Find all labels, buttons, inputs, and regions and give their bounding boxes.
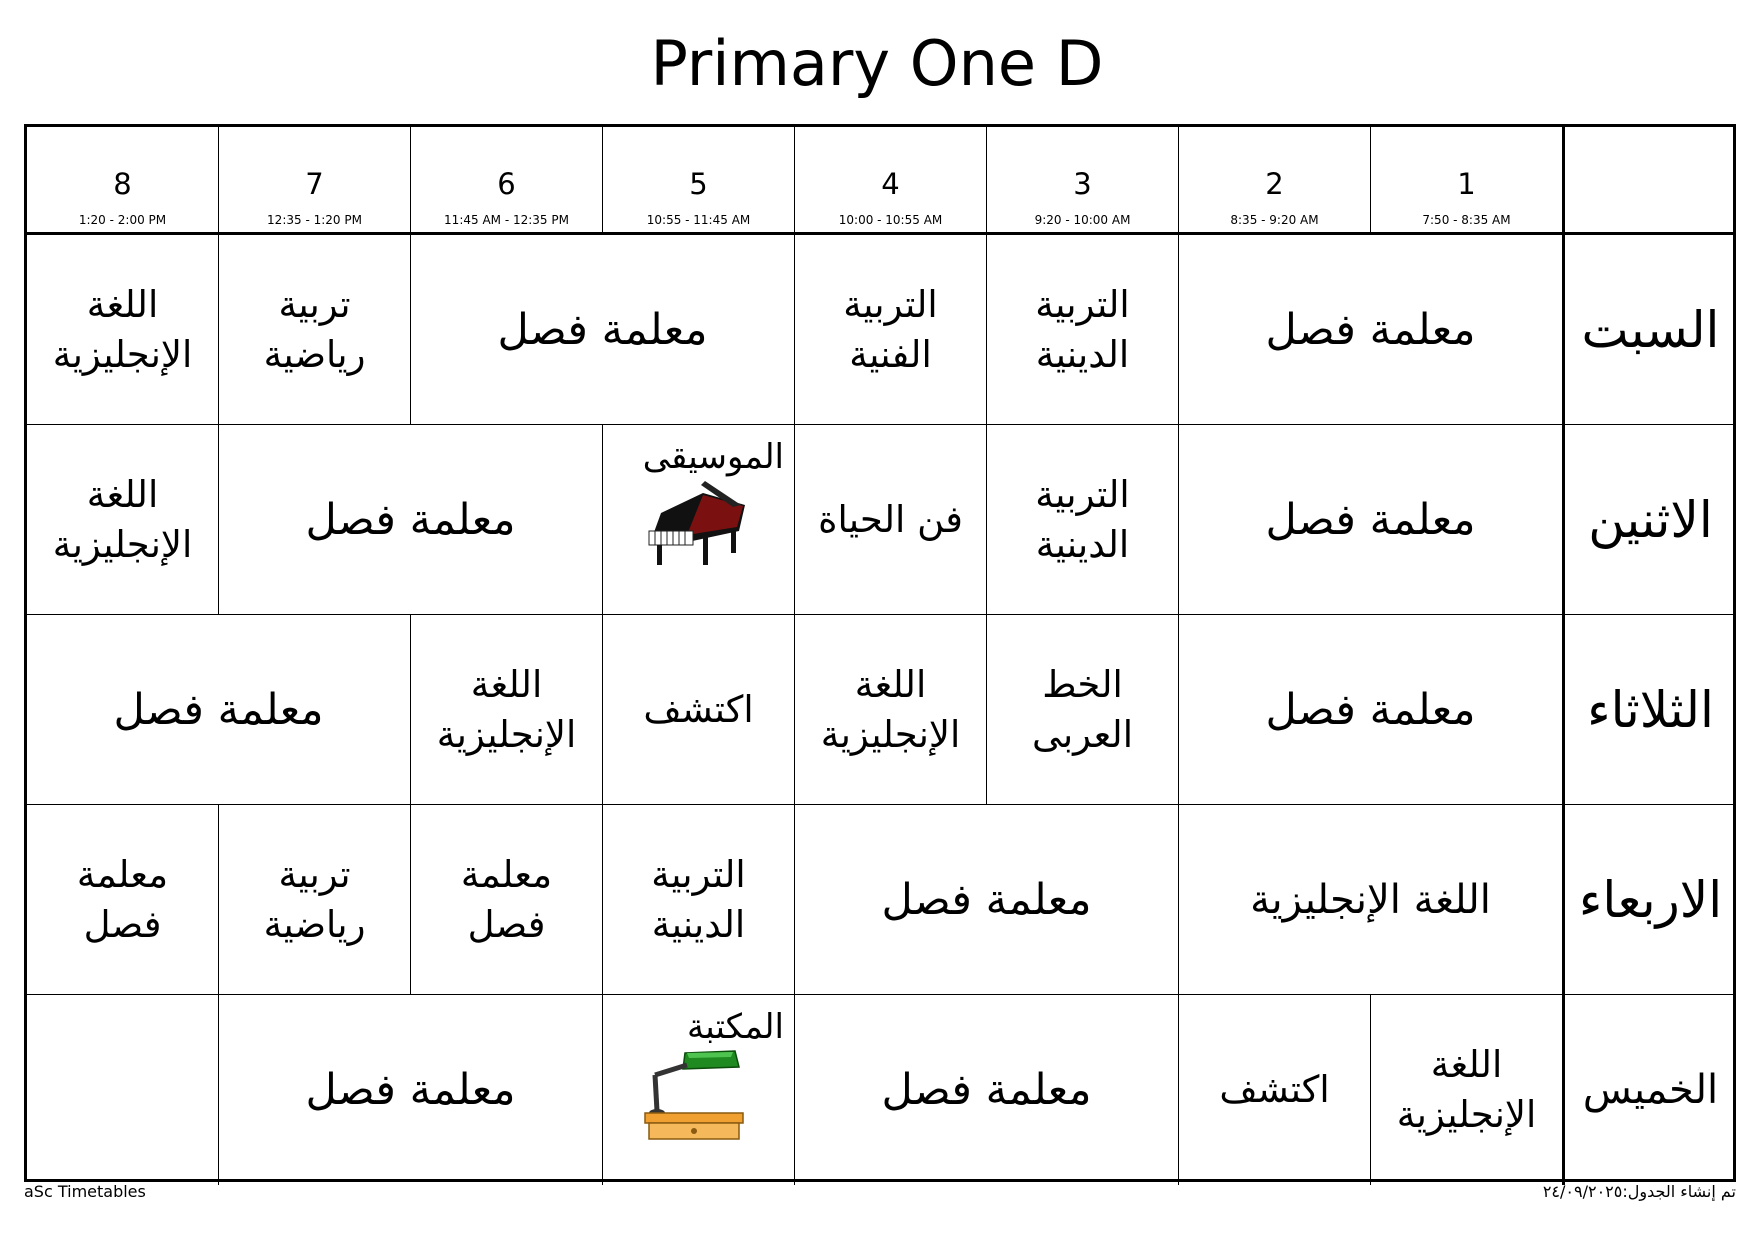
subject-line: رياضية	[263, 902, 366, 946]
lesson-cell: معلمة فصل	[795, 995, 1179, 1185]
period-time: 10:00 - 10:55 AM	[838, 213, 943, 227]
lesson-cell: معلمة فصل	[219, 425, 603, 615]
period-header-2	[1179, 127, 1371, 235]
footer-created-date: تم إنشاء الجدول:٢٤/٠٩/٢٠٢٥	[1542, 1182, 1736, 1201]
subject-line: اللغة	[1430, 1043, 1503, 1086]
subject-label: المكتبة	[687, 1007, 784, 1047]
lesson-cell: معلمة فصل	[1179, 425, 1563, 615]
subject-line: التربية	[1035, 282, 1130, 326]
subject-line: تربية	[278, 282, 351, 326]
period-header-4	[795, 127, 987, 235]
period-number: 6	[497, 167, 516, 201]
lesson-cell: اللغة الإنجليزية	[1179, 805, 1563, 995]
lesson-cell	[987, 615, 1179, 805]
period-header-8	[27, 127, 219, 235]
lesson-cell: معلمة فصل	[411, 805, 603, 995]
period-time: 7:50 - 8:35 AM	[1422, 213, 1511, 227]
lesson-cell: معلمة فصل	[27, 805, 219, 995]
lesson-cell: اكتشف	[603, 615, 795, 805]
lesson-cell: معلمة فصل	[1179, 235, 1563, 425]
empty-cell	[27, 995, 219, 1185]
lesson-cell	[1371, 995, 1563, 1185]
lesson-cell	[987, 425, 1179, 615]
corner-cell	[1563, 127, 1736, 235]
lesson-cell	[219, 235, 411, 425]
subject-line: الدينية	[1035, 332, 1130, 376]
lesson-cell: فن الحياة	[795, 425, 987, 615]
subject-line: اللغة	[854, 662, 927, 706]
day-label-thu: الخميس	[1563, 995, 1736, 1185]
lesson-cell	[987, 235, 1179, 425]
subject-line: اللغة	[470, 662, 543, 706]
subject-line: الخط	[1042, 662, 1123, 706]
period-time: 12:35 - 1:20 PM	[267, 213, 362, 227]
lesson-cell: التربية الفنية	[795, 235, 987, 425]
piano-icon	[643, 475, 753, 575]
period-number: 3	[1073, 167, 1092, 201]
period-header-6	[411, 127, 603, 235]
subject-line: الإنجليزية	[52, 332, 193, 376]
period-header-7	[219, 127, 411, 235]
day-label-sat: السبت	[1563, 235, 1736, 425]
lesson-cell	[603, 805, 795, 995]
subject-line: التربية	[651, 852, 746, 896]
day-label-tue: الثلاثاء	[1563, 615, 1736, 805]
period-number: 7	[305, 167, 324, 201]
day-label-wed: الاربعاء	[1563, 805, 1736, 995]
subject-line: رياضية	[263, 332, 366, 376]
period-number: 8	[113, 167, 132, 201]
desk-lamp-icon	[643, 1045, 753, 1145]
period-number: 5	[689, 167, 708, 201]
period-number: 4	[881, 167, 900, 201]
subject-line: التربية	[1035, 472, 1130, 516]
period-time: 8:35 - 9:20 AM	[1230, 213, 1319, 227]
period-number: 1	[1457, 167, 1476, 201]
period-header-3	[987, 127, 1179, 235]
lesson-cell: اكتشف	[1179, 995, 1371, 1185]
period-time: 1:20 - 2:00 PM	[78, 213, 167, 227]
period-header-5	[603, 127, 795, 235]
lesson-cell	[219, 805, 411, 995]
lesson-cell	[795, 615, 987, 805]
lesson-cell	[27, 235, 219, 425]
subject-line: الإنجليزية	[52, 522, 193, 566]
subject-line: العربى	[1032, 712, 1133, 756]
lesson-cell	[411, 615, 603, 805]
day-label-mon: الاثنين	[1563, 425, 1736, 615]
lesson-cell-library	[603, 995, 795, 1185]
lesson-cell: معلمة فصل	[411, 235, 795, 425]
subject-label: الموسيقى	[642, 437, 784, 477]
timetable-grid	[24, 124, 1736, 1182]
subject-line: اللغة	[86, 282, 159, 326]
lesson-cell: معلمة فصل	[219, 995, 603, 1185]
subject-line: اللغة	[86, 472, 159, 516]
lesson-cell-music	[603, 425, 795, 615]
lesson-cell: معلمة فصل	[27, 615, 411, 805]
subject-line: الإنجليزية	[1396, 1093, 1537, 1136]
subject-line: تربية	[278, 852, 351, 896]
lesson-cell: معلمة فصل	[795, 805, 1179, 995]
period-time: 9:20 - 10:00 AM	[1034, 213, 1131, 227]
subject-line: الإنجليزية	[436, 712, 577, 756]
period-time: 11:45 AM - 12:35 PM	[444, 213, 569, 227]
page-title: Primary One D	[650, 27, 1104, 100]
footer-brand: aSc Timetables	[24, 1182, 146, 1201]
subject-line: الدينية	[651, 902, 746, 946]
lesson-cell: معلمة فصل	[1179, 615, 1563, 805]
period-time: 10:55 - 11:45 AM	[646, 213, 751, 227]
subject-line: الإنجليزية	[820, 712, 961, 756]
period-number: 2	[1265, 167, 1284, 201]
period-header-1	[1371, 127, 1563, 235]
subject-line: الدينية	[1035, 522, 1130, 566]
lesson-cell	[27, 425, 219, 615]
